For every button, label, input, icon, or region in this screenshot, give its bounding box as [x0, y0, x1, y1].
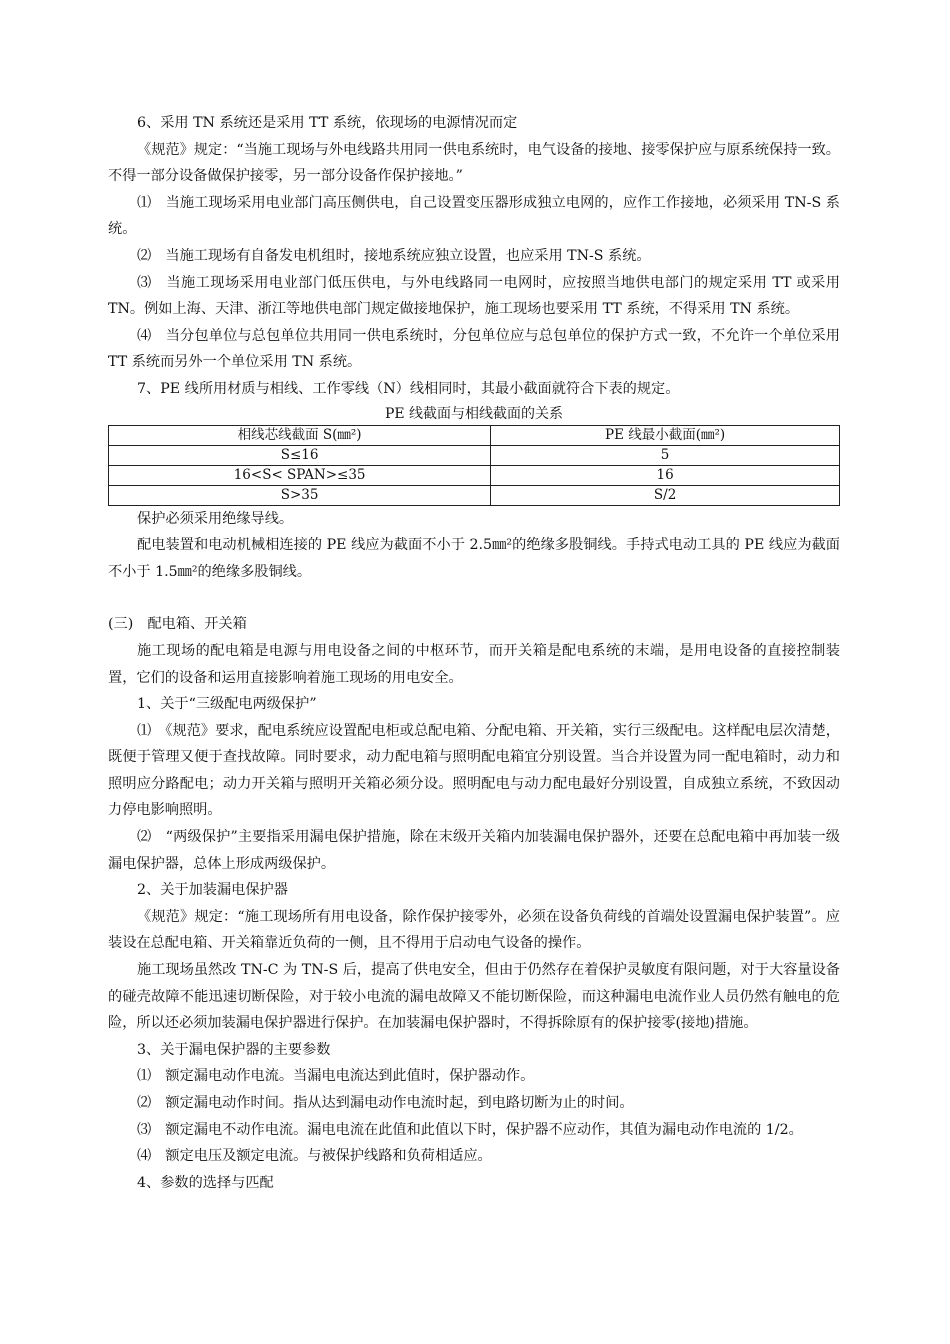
table-cell: 5 — [491, 445, 840, 465]
paragraph: 《规范》规定：“施工现场所有用电设备，除作保护接零外，必须在设备负荷线的首端处设置漏电保护装置”。应装设在总配电箱、开关箱靠近负荷的一侧，且不得用于启动电气设备的操作。 — [108, 908, 840, 952]
document-page — [108, 110, 840, 1196]
paragraph: ⑵ 当施工现场有自备发电机组时，接地系统应独立设置，也应采用 TN-S 系统。 — [137, 247, 651, 264]
table-caption: PE 线截面与相线截面的关系 — [384, 405, 564, 422]
table-cell: S≤16 — [109, 445, 491, 465]
paragraph: ⑴ 额定漏电动作电流。当漏电电流达到此值时，保护器动作。 — [137, 1068, 535, 1085]
subheading: 3、关于漏电保护器的主要参数 — [137, 1041, 331, 1058]
table-row — [109, 485, 840, 505]
paragraph: ⑷ 额定电压及额定电流。与被保护线路和负荷相适应。 — [137, 1148, 492, 1165]
paragraph: ⑶ 当施工现场采用电业部门低压供电，与外电线路同一电网时，应按照当地供电部门的规定采用 TT 或采用 TN。例如上海、天津、浙江等地供电部门规定做接地保护，施工现场也要采用 TT 系统，不得采用 TN 系统。 — [108, 274, 840, 318]
table-row — [109, 445, 840, 465]
paragraph: ⑵ 额定漏电动作时间。指从达到漏电动作电流时起，到电路切断为止的时间。 — [137, 1095, 634, 1111]
paragraph: ⑵ “两级保护”主要指采用漏电保护措施，除在末级开关箱内加装漏电保护器外，还要在总配电箱中再加装一级漏电保护器，总体上形成两级保护。 — [108, 829, 840, 872]
subheading: 2、关于加装漏电保护器 — [137, 882, 288, 899]
table-cell: S/2 — [491, 485, 840, 505]
paragraph: 《规范》规定：“当施工现场与外电线路共用同一供电系统时，电气设备的接地、接零保护应与原系统保持一致。不得一部分设备做保护接零，另一部分设备作保护接地。” — [108, 141, 840, 185]
paragraph: 配电装置和电动机械相连接的 PE 线应为截面不小于 2.5㎜²的绝缘多股铜线。手持式电动工具的 PE 线应为截面不小于 1.5㎜²的绝缘多股铜线。 — [108, 537, 840, 580]
paragraph: 保护必须采用绝缘导线。 — [137, 510, 294, 527]
spacer — [108, 585, 840, 611]
table-header-cell: 相线芯线截面 S(㎜²) — [109, 425, 491, 445]
table-row — [109, 465, 840, 485]
table-cell: S>35 — [109, 485, 491, 505]
paragraph: ⑴ 《规范》要求，配电系统应设置配电柜或总配电箱、分配电箱、开关箱，实行三级配电。这样配电层次清楚，既便于管理又便于查找故障。同时要求，动力配电箱与照明配电箱宜分别设置。当合并设置为同一配电箱时，动力和照明应分路配电；动力开关箱与照明开关箱必须分设。照明配电与动力配电最好分别设置，自成独立系统，不致因动力停电影响照明。 — [108, 722, 840, 819]
paragraph: ⑶ 额定漏电不动作电流。漏电电流在此值和此值以下时，保护器不应动作，其值为漏电动作电流的 1/2。 — [137, 1121, 803, 1138]
section-heading: (三) 配电箱、开关箱 — [108, 616, 247, 633]
paragraph: 6、采用 TN 系统还是采用 TT 系统，依现场的电源情况而定 — [137, 115, 518, 131]
subheading: 1、关于“三级配电两级保护” — [137, 696, 317, 713]
table-header-row — [109, 425, 840, 445]
pe-section-table — [108, 425, 840, 506]
paragraph: ⑴ 当施工现场采用电业部门高压侧供电，自己设置变压器形成独立电网的，应作工作接地，必须采用 TN-S 系统。 — [108, 194, 840, 238]
paragraph: 施工现场的配电箱是电源与用电设备之间的中枢环节，而开关箱是配电系统的末端，是用电设备的直接控制装置，它们的设备和运用直接影响着施工现场的用电安全。 — [108, 642, 840, 686]
paragraph: 施工现场虽然改 TN-C 为 TN-S 后，提高了供电安全，但由于仍然存在着保护灵敏度有限问题，对于大容量设备的碰壳故障不能迅速切断保险，对于较小电流的漏电故障又不能切断保险，而这种漏电电流作业人员仍然有触电的危险，所以还必须加装漏电保护器进行保护。在加装漏电保护器时，不得拆除原有的保护接零(接地)措施。 — [108, 962, 840, 1032]
table-header-cell: PE 线最小截面(㎜²) — [491, 425, 840, 445]
table-cell: 16 — [491, 465, 840, 485]
paragraph: 7、PE 线所用材质与相线、工作零线（N）线相同时，其最小截面就符合下表的规定。 — [137, 380, 680, 397]
paragraph: ⑷ 当分包单位与总包单位共用同一供电系统时，分包单位应与总包单位的保护方式一致，不允许一个单位采用 TT 系统而另外一个单位采用 TN 系统。 — [108, 327, 840, 371]
subheading: 4、参数的选择与匹配 — [137, 1174, 274, 1191]
table-cell: 16<S< SPAN>≤35 — [109, 465, 491, 485]
